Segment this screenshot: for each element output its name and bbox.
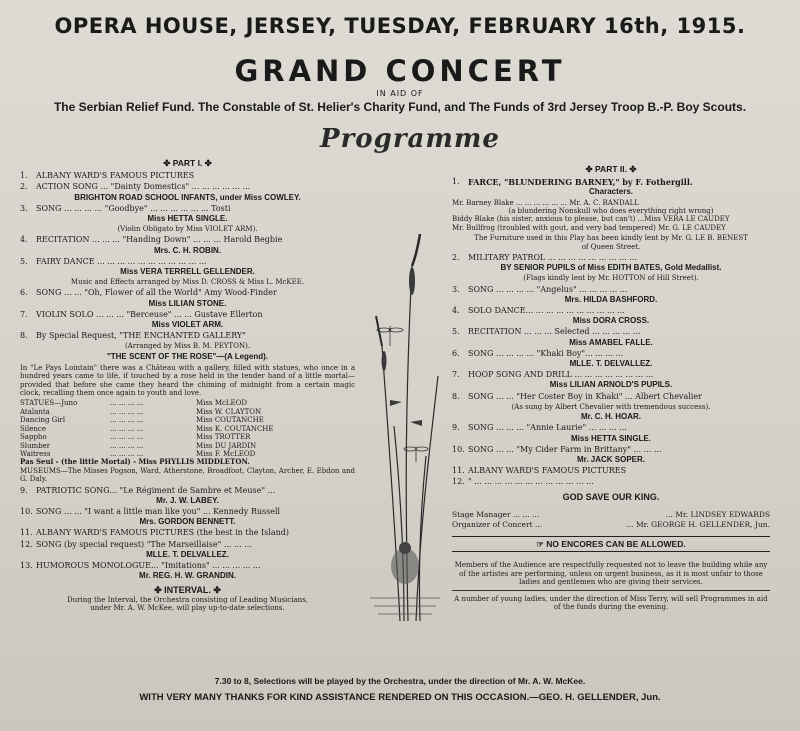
cast-line: Mr. Bullfrog (troubled with gout, and very bad tempered) Mr. G. LE CAUDEY <box>452 223 726 232</box>
in-aid-of-label: IN AID OF <box>376 89 424 98</box>
programme-item: 5. FAIRY DANCE ... ... ... ... ... ... ... ... ... ... ... Miss VERA TERRELL GELLENDER. Music and Effects arranged by Miss D. CROSS & Miss L. McKEE. <box>20 256 305 287</box>
part-two-column <box>452 162 770 616</box>
programme-item: 1. ALBANY WARD'S FAMOUS PICTURES <box>20 171 195 181</box>
audience-notice: Members of the Audience are respectfully requested not to leave the building while any of the artistes are performing, unless on urgent business, as it is most unfair to those ladies and gentlemen who are giving their services. <box>452 558 770 591</box>
part-two-heading: ✤ PART II. ✤ <box>585 164 637 174</box>
pointing-hand-icon: ☞ <box>536 538 547 549</box>
programme-item: 6. SONG ... ... "Oh, Flower of all the World" Amy Wood-Finder Miss LILIAN STONE. <box>20 288 277 308</box>
programme-item: 4. RECITATION ... ... ... "Handing Down" ... ... ... Harold Begbie Mrs. C. H. ROBIN. <box>20 235 283 255</box>
programme-item: 2. ACTION SONG ... "Dainty Domestics" ... ... ... ... ... ... BRIGHTON ROAD SCHOOL INFANTS, under Miss COWLEY. <box>20 182 301 202</box>
programme-item: 9. PATRIOTIC SONG... "Le Régiment de Sambre et Meuse" ... Mr. J. W. LABEY. <box>20 485 276 505</box>
no-encores-notice: ☞ NO ENCORES CAN BE ALLOWED. <box>452 536 770 552</box>
orchestra-footer: 7.30 to 8, Selections will be played by the Orchestra, under the direction of Mr. A. W. McKee. <box>214 676 586 686</box>
programme-item: 11. ALBANY WARD'S FAMOUS PICTURES (the best in the Island) <box>20 528 289 538</box>
programme-item: 8. By Special Request, "THE ENCHANTED GALLERY" (Arranged by Miss B. M. PEYTON). "THE SCENT OF THE ROSE"—(A Legend). <box>20 331 269 361</box>
museums-line: MUSEUMS—The Misses Pogson, Ward, Atherstone, Broadfoot, Clayton, Archer, E. Ebdon and G. Daly. <box>20 466 355 484</box>
legend-paragraph: In "Le Pays Lointain" there was a Château with a gallery, filled with statues, who once in a hundred years came to life, if touched by a rose held in the tender hand of a little mortal—provided that before she came they heard the chiming of midnight from a certain magic clock, recalling them once again to youth and love. <box>20 363 355 398</box>
part-one-heading: ✤ PART I. ✤ <box>163 158 212 168</box>
programme-item: 1. FARCE, "BLUNDERING BARNEY," by F. Fothergill. Characters. <box>452 177 693 197</box>
cast-line: (a blundering Nonskull who does everything right wrong) <box>508 207 714 216</box>
cast-line: Mr. Barney Blake ... ... ... ... ... ... Mr. A. C. RANDALL <box>452 198 639 207</box>
dragonfly-icon <box>377 326 428 462</box>
ornament-icon: ✤ <box>202 158 212 168</box>
programme-item: 5. RECITATION ... ... ... Selected ... ... ... ... ... Miss AMABEL FALLE. <box>452 327 653 347</box>
venue-date-heading: OPERA HOUSE, JERSEY, TUESDAY, FEBRUARY 16th, 1915. <box>54 14 746 38</box>
programme-item: 13. HUMOROUS MONOLOGUE... "Imitations" ... ... ... ... ... Mr. REG. H. W. GRANDIN. <box>20 560 261 581</box>
programme-item: 10. SONG ... ... "My Cider Farm in Brittany" ... ... ... Mr. JACK SOPER. <box>452 444 662 464</box>
programme-item: 6. SONG ... ... ... ... "Khaki Boy"... ... ... ... MLLE. T. DELVALLEZ. <box>452 348 653 369</box>
programme-item: 3. SONG ... ... ... ... "Angelus" ... ... ... ... ... Mrs. HILDA BASHFORD. <box>452 284 658 304</box>
programme-item: 8. SONG ... ... "Her Coster Boy in Khaki" ... Albert Chevalier (As sung by Albert Chevalier with tremendous success). Mr. C. H. HOAR. <box>452 391 711 422</box>
programmes-sale-notice: A number of young ladies, under the direction of Miss Terry, will sell Programmes in aid of the funds during the evening. <box>454 594 768 612</box>
programme-item: 9. SONG ... ... ... "Annie Laurie" ... ... ... ... Miss HETTA SINGLE. <box>452 423 651 443</box>
programme-item: 12. " ... ... ... ... ... ... ... ... ... ... ... ... <box>452 477 594 487</box>
cast-line: Biddy Blake (his sister, anxious to please, but can't) ...Miss VERA LE CAUDEY <box>452 215 730 224</box>
programme-item: 7. HOOP SONG AND DRILL ... ... ... ... ... ... ... ... Miss LILIAN ARNOLD'S PUPILS. <box>452 370 673 390</box>
concert-title: GRAND CONCERT <box>234 54 566 88</box>
ornament-icon: ✤ <box>626 164 637 174</box>
programme-item: 4. SOLO DANCE... ... ... ... ... ... ... ... ... ... Miss DORA CROSS. <box>452 306 650 326</box>
thanks-footer: WITH VERY MANY THANKS FOR KIND ASSISTANCE RENDERED ON THIS OCCASION.—GEO. H. GELLENDER, Jun. <box>139 692 661 703</box>
programme-item: 2. MILITARY PATROL ... ... ... ... ... ... ... ... ... BY SENIOR PUPILS of Miss EDITH BATES, Gold Medallist. (Flags kindly lent by Mr. HOTTON of Hill Street). <box>452 253 722 283</box>
beneficiaries-line: The Serbian Relief Fund. The Constable of St. Helier's Charity Fund, and The Funds of 3rd Jersey Troop B.-P. Boy Scouts. <box>53 100 747 114</box>
interval-text: During the Interval, the Orchestra consisting of Leading Musicians, under Mr. A. W. McKee, will play up-to-date selections. <box>67 595 308 613</box>
staff-credits: Stage Manager ... ... ... ... Mr. LINDSEY EDWARDS Organizer of Concert ... ... Mr. GEORGE H. GELLENDER, Jun. <box>452 509 770 529</box>
pas-seul-line: Pas Seul - (the little Mortal) - Miss PHYLLIS MIDDLETON. <box>20 458 250 467</box>
god-save-the-king: GOD SAVE OUR KING. <box>562 491 660 502</box>
part-one-column <box>20 156 355 613</box>
statues-cast-list: STATUES—Juno ... ... ... ... Miss McLEOD Atalanta ... ... ... ... Miss W. CLAYTON Dancing Girl ... ... ... ... Miss COUTANCHE Silence ... ... ... ... Miss K. COUTANCHE Sappho ... ... ... ... Miss TROTTER Slumber ... ... ... ... Miss DU JARDIN Waitress ... ... ... ... Miss F. McLEOD <box>20 399 274 458</box>
furniture-note: The Furniture used in this Play has been kindly lent by Mr. G. LE B. BENEST of Queen Street. <box>474 234 748 251</box>
programme-item: 10. SONG ... ... "I want a little man like you" ... Kennedy Russell Mrs. GORDON BENNETT. <box>20 506 281 527</box>
programme-item: 3. SONG ... ... ... ... "Goodbye" ... ... ... ... ... ... Tosti Miss HETTA SINGLE. (Violin Obligato by Miss VIOLET ARM). <box>20 203 258 234</box>
programme-item: 11. ALBANY WARD'S FAMOUS PICTURES <box>452 466 627 476</box>
programme-item: 7. VIOLIN SOLO ... ... ... "Berceuse" ... ... Gustave Ellerton Miss VIOLET ARM. <box>20 309 263 330</box>
ornament-icon: ✤ <box>163 158 173 168</box>
ornament-icon: ✤ <box>585 164 596 174</box>
ornament-icon: ✤ <box>210 585 221 596</box>
interval-heading: ✤ INTERVAL. ✤ <box>154 585 221 596</box>
ornament-icon: ✤ <box>154 585 165 596</box>
programme-item: 12. SONG (by special request) "The Marseillaise" ... ... ... MLLE. T. DELVALLEZ. <box>20 539 252 559</box>
reeds-dragonfly-illustration <box>360 226 450 626</box>
programme-heading: Programme <box>320 124 500 154</box>
